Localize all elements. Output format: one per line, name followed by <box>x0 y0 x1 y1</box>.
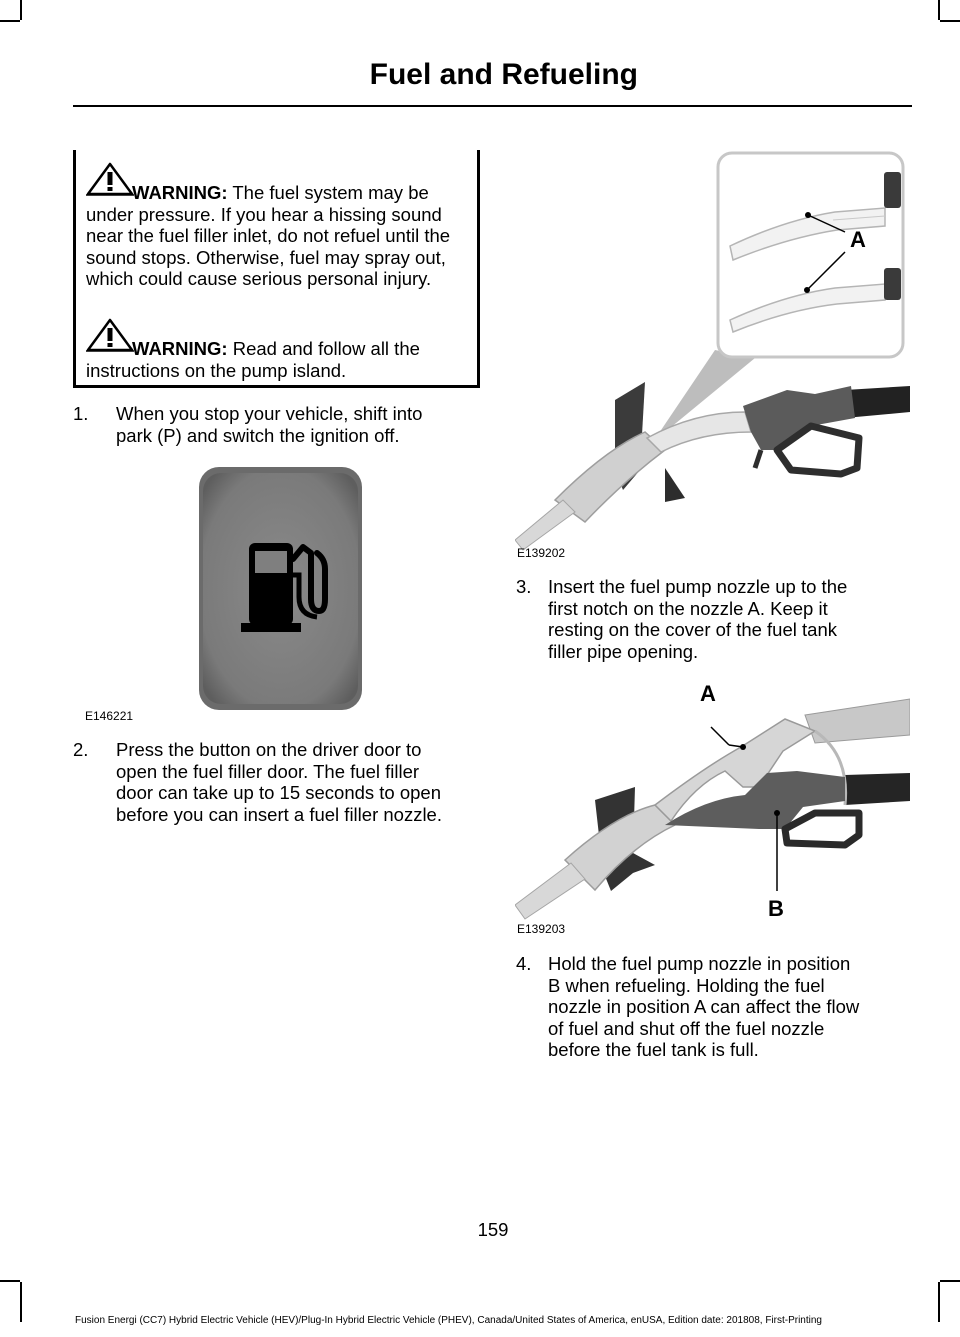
step-line: first notch on the nozzle A. Keep it <box>548 597 828 619</box>
crop-mark <box>940 20 960 22</box>
step-number: 1. <box>73 403 89 424</box>
step-text <box>548 953 859 1061</box>
warning-label: WARNING: <box>132 182 228 203</box>
step-text <box>116 739 442 825</box>
crop-mark <box>20 0 22 20</box>
warning-label: WARNING: <box>132 338 228 359</box>
step-line: When you stop your vehicle, shift into <box>116 403 423 424</box>
crop-mark <box>20 1282 22 1322</box>
step-line: filler pipe opening. <box>548 640 699 662</box>
header-divider <box>73 105 912 107</box>
step-line: B when refueling. Holding the fuel <box>548 974 825 996</box>
step-line: door can take up to 15 seconds to open <box>116 782 442 803</box>
warning-box <box>73 150 480 388</box>
figure-code: E139203 <box>517 922 566 936</box>
page-footer: Fusion Energi (CC7) Hybrid Electric Vehicle (HEV)/Plug-In Hybrid Electric Vehicle (PHEV), Canada/United States of America, enUSA, Edition date: 201808, First-Printing <box>75 1315 822 1326</box>
page-number: 159 <box>477 1219 509 1240</box>
step-line: nozzle in position A can affect the flow <box>548 996 860 1017</box>
crop-mark <box>0 20 20 22</box>
warning-body: The fuel system may be under pressure. If you hear a hissing sound near the fuel filler inlet, do not refuel until the sound stops. Otherwise, fuel may spray out, which could cause serious personal injury. <box>86 182 451 289</box>
warning-text <box>86 338 478 381</box>
step-line: before you can insert a fuel filler nozzle. <box>116 803 442 825</box>
warning-text <box>86 182 478 290</box>
step-line: open the fuel filler door. The fuel filler <box>116 760 420 782</box>
step-line: Press the button on the driver door to <box>116 739 422 760</box>
page-title: Fuel and Refueling <box>369 58 638 91</box>
step-line: Hold the fuel pump nozzle in position <box>548 953 851 974</box>
step-line: before the fuel tank is full. <box>548 1039 759 1060</box>
nozzle-positions-illustration <box>515 695 910 920</box>
step-text <box>548 576 847 662</box>
step-line: of fuel and shut off the fuel nozzle <box>548 1017 825 1039</box>
callout-label-a: A <box>700 681 716 706</box>
step-number: 2. <box>73 739 89 760</box>
nozzle-detail-illustration <box>515 150 910 555</box>
crop-mark <box>938 0 940 20</box>
step-number: 3. <box>516 576 532 597</box>
figure-code: E139202 <box>517 546 566 560</box>
crop-mark <box>940 1280 960 1282</box>
nozzle-detail-figure <box>515 150 910 555</box>
crop-mark <box>0 1280 20 1282</box>
fuel-pump-icon <box>239 539 331 633</box>
step-line: park (P) and switch the ignition off. <box>116 424 400 446</box>
step-text <box>116 403 422 446</box>
warning-body: Read and follow all the instructions on the pump island. <box>86 338 420 381</box>
figure-code: E146221 <box>85 709 134 723</box>
step-line: resting on the cover of the fuel tank <box>548 619 837 640</box>
callout-label-a: A <box>850 227 866 252</box>
crop-mark <box>938 1282 940 1322</box>
step-line: Insert the fuel pump nozzle up to the <box>548 576 848 597</box>
nozzle-positions-figure <box>515 695 910 920</box>
step-number: 4. <box>516 953 532 974</box>
callout-label-b: B <box>768 896 784 921</box>
fuel-door-button-figure <box>199 467 362 710</box>
